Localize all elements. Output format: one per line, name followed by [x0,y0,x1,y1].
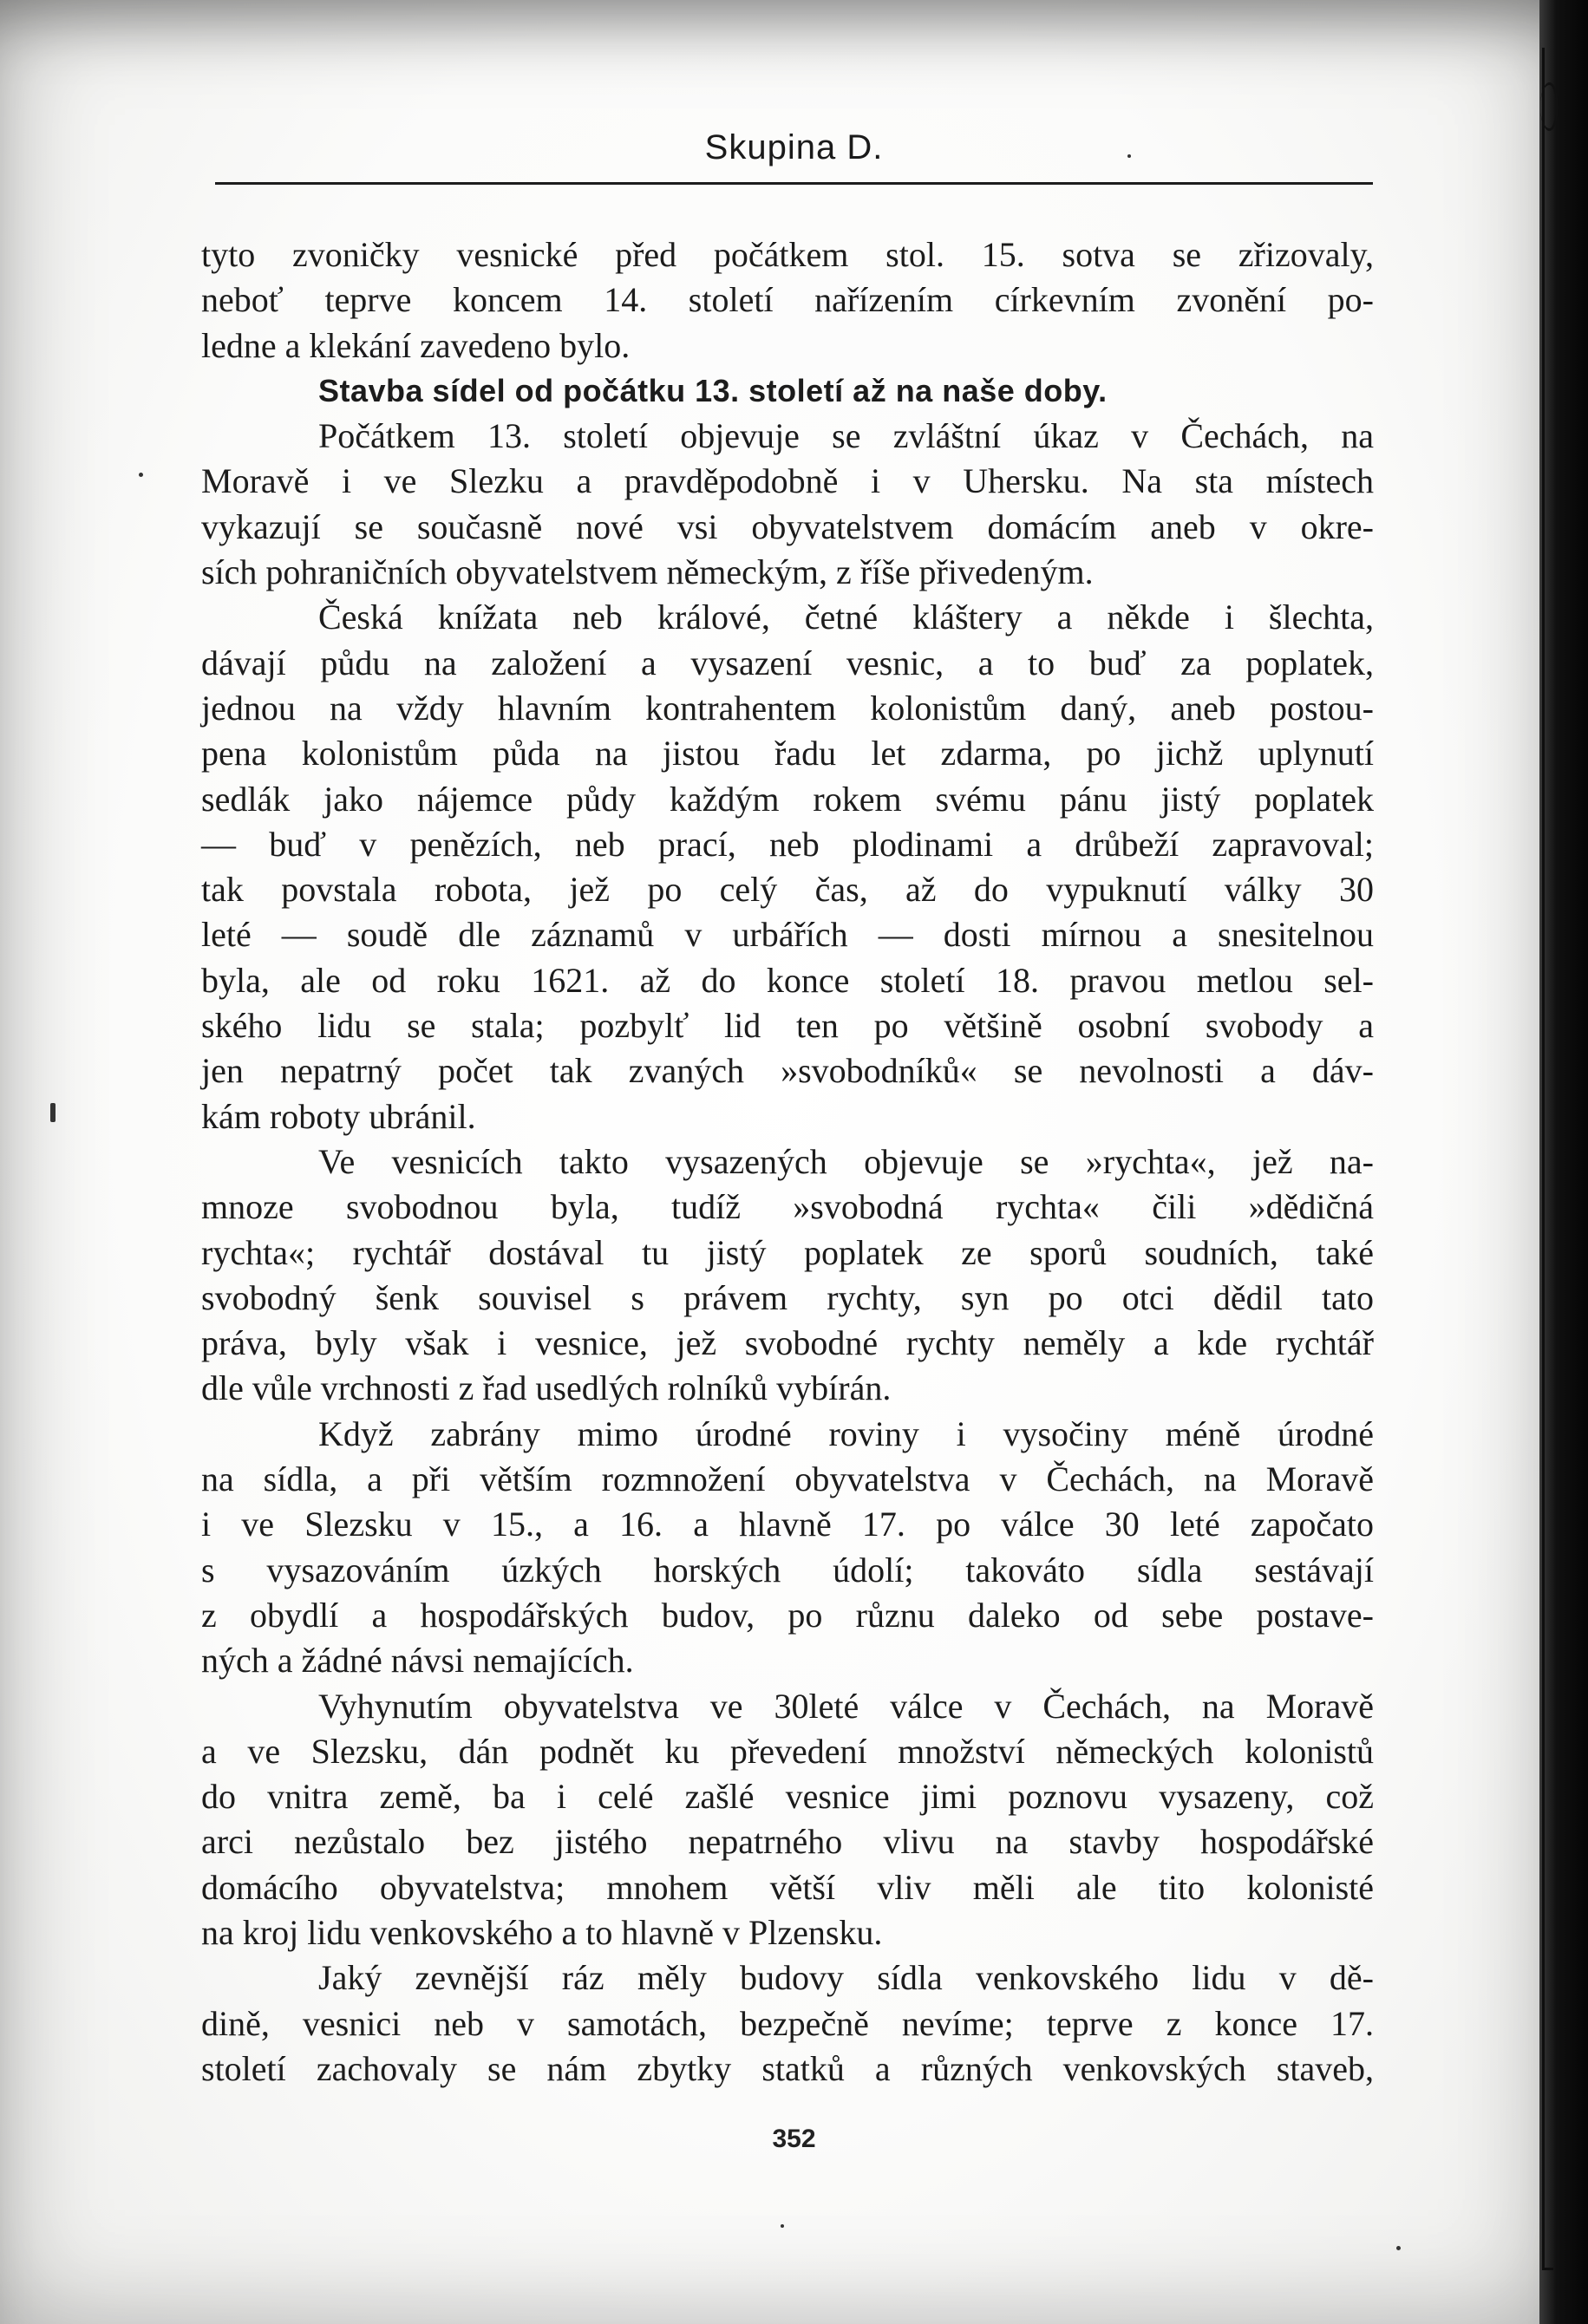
text-line: sedlák jako nájemce půdy každým rokem svému pánu jistý poplatek [201,779,1374,819]
text-line: s vysazováním úzkých horských údolí; takováto sídla sestávají [201,1550,1374,1590]
text-line: ledne a klekání zavedeno bylo. [201,325,631,365]
text-line: dávají půdu na založení a vysazení vesnic, a to buď za poplatek, [201,643,1374,682]
text-line: a ve Slezsku, dán podnět ku převedení množství německých kolonistů [201,1731,1374,1771]
text-line: ných a žádné návsi nemajících. [201,1641,634,1681]
header-rule [215,182,1373,185]
scan-speck [50,1103,56,1122]
text-line: Počátkem 13. století objevuje se zvláštní úkaz v Čechách, na [318,416,1374,456]
text-line: na sídla, a při větším rozmnožení obyvatelstva v Čechách, na Moravě [201,1459,1374,1499]
text-line: domácího obyvatelstva; mnohem větší vliv měli ale tito kolonisté [201,1867,1374,1907]
text-line: arci nezůstalo bez jistého nepatrného vlivu na stavby hospodářské [201,1822,1374,1862]
text-line: práva, byly však i vesnice, jež svobodné rychty neměly a kde rychtář [201,1323,1374,1363]
text-line: kám roboty ubránil. [201,1096,476,1136]
text-line: na kroj lidu venkovského a to hlavně v Plzensku. [201,1912,883,1952]
scan-speck [1127,154,1131,158]
text-line: z obydlí a hospodářských budov, po různu daleko od sebe postave- [201,1595,1374,1635]
running-header: Skupina D. [704,128,884,166]
page-number: 352 [772,2125,816,2153]
section-heading-line: Stavba sídel od počátku 13. století až na naše doby. [318,372,1108,408]
scan-speck [1396,2246,1401,2250]
text-line: dle vůle vrchnosti z řad usedlých rolníků vybírán. [201,1368,892,1408]
text-line: dině, vesnici neb v samotách, bezpečně nevíme; teprve z konce 17. [201,2003,1374,2043]
text-line: mnoze svobodnou byla, tudíž »svobodná rychta« čili »dědičná [201,1187,1374,1227]
text-line: sích pohraničních obyvatelstvem německým, z říše přivedeným. [201,552,1094,592]
text-line: tyto zvoničky vesnické před počátkem stol. 15. sotva se zřizovaly, [201,235,1374,274]
binding-bracket-top [1540,82,1559,131]
scan-speck [139,473,143,477]
text-line: jednou na vždy hlavním kontrahentem kolonistům daný, aneb postou- [201,688,1374,728]
text-line: Vyhynutím obyvatelstva ve 30leté válce v Čechách, na Moravě [318,1686,1374,1726]
text-line: Když zabrány mimo úrodné roviny i vysočiny méně úrodné [318,1413,1374,1453]
text-line: století zachovaly se nám zbytky statků a různých venkovských staveb, [201,2048,1374,2088]
text-line: do vnitra země, ba i celé zašlé vesnice jimi poznovu vysazeny, což [201,1777,1374,1817]
text-line: Česká knížata neb králové, četné kláštery a někde i šlechta, [318,597,1374,637]
text-line: jen nepatrný počet tak zvaných »svobodníků« se nevolnosti a dáv- [201,1051,1374,1091]
text-line: leté — soudě dle záznamů v urbářích — dosti mírnou a snesitelnou [201,915,1374,955]
text-line: neboť teprve koncem 14. století nařízením církevním zvonění po- [201,280,1374,320]
text-line: — buď v penězích, neb prací, neb plodinami a drůbeží zapravoval; [201,824,1374,864]
text-line: Moravě i ve Slezku a pravděpodobně i v Uhersku. Na sta místech [201,461,1374,501]
body-text [201,232,1374,2092]
text-line: byla, ale od roku 1621. až do konce století 18. pravou metlou sel- [201,960,1374,1000]
scan-speck [781,2224,784,2228]
text-line: svobodný šenk souvisel s právem rychty, syn po otci dědil tato [201,1277,1374,1317]
text-line: Jaký zevnější ráz měly budovy sídla venkovského lidu v dě- [318,1958,1374,1998]
binding-bracket [1542,48,1553,2270]
text-line: ského lidu se stala; pozbylť lid ten po většině osobní svobody a [201,1006,1374,1046]
text-line: vykazují se současně nové vsi obyvatelstvem domácím aneb v okre- [201,506,1374,546]
text-line: Ve vesnicích takto vysazených objevuje se »rychta«, jež na- [318,1141,1374,1181]
text-line: tak povstala robota, jež po celý čas, až do vypuknutí války 30 [201,870,1374,910]
text-line: i ve Slezsku v 15., a 16. a hlavně 17. po válce 30 leté započato [201,1505,1374,1544]
text-line: rychta«; rychtář dostával tu jistý poplatek ze sporů soudních, také [201,1232,1374,1272]
text-line: pena kolonistům půda na jistou řadu let zdarma, po jichž uplynutí [201,734,1374,774]
